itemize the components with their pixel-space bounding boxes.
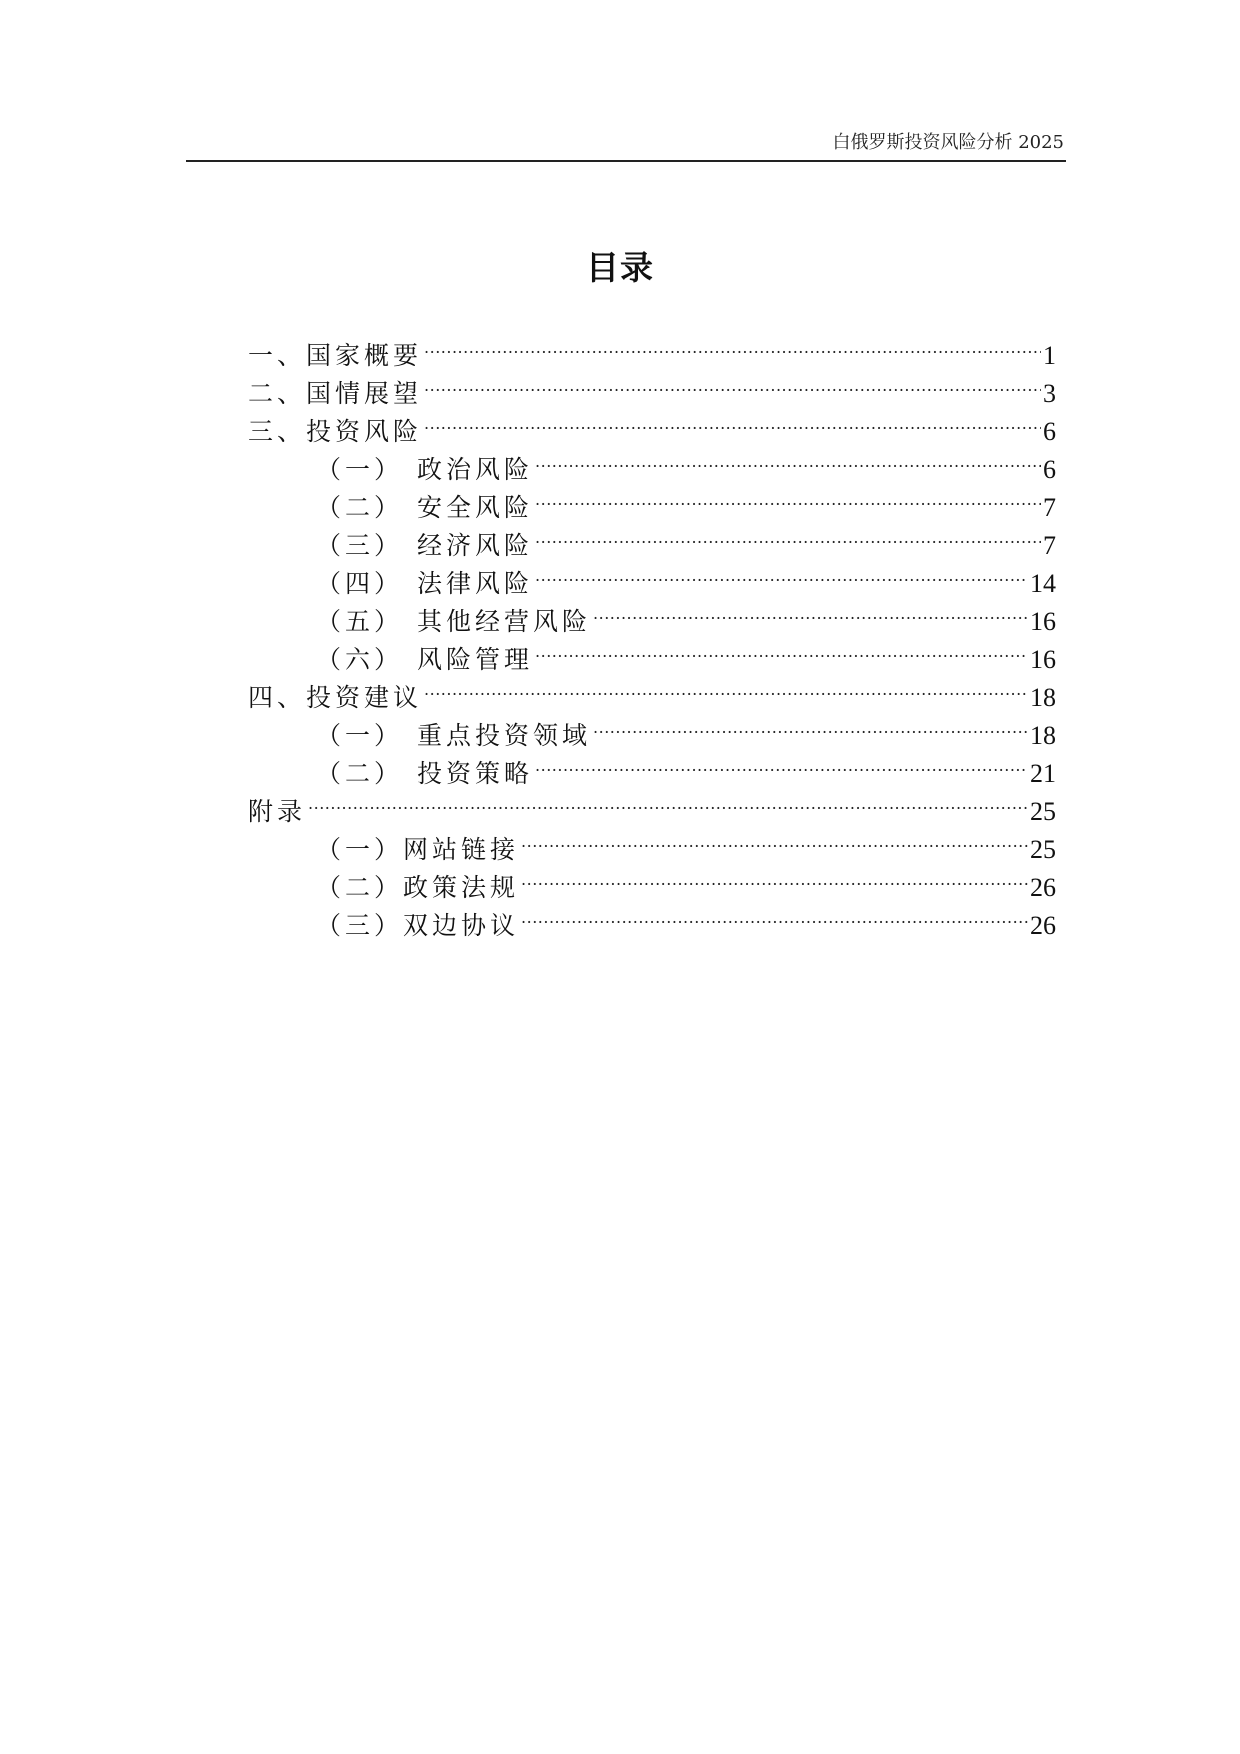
toc-entry-label: （五） 其他经营风险	[316, 607, 592, 636]
toc-leader-dots	[593, 592, 1028, 630]
toc-entry-label: （二）政策法规	[316, 873, 520, 902]
toc-entry[interactable]	[248, 820, 1056, 864]
toc-entry-label: （三）双边协议	[316, 911, 520, 940]
toc-page-number: 26	[1030, 911, 1056, 940]
toc-entry-label: （一）网站链接	[316, 835, 520, 864]
toc-page-number: 25	[1030, 835, 1056, 864]
toc-page-number: 14	[1030, 569, 1056, 598]
toc-entry-label: 二、国情展望	[248, 379, 423, 408]
toc-leader-dots	[424, 402, 1041, 440]
toc-page-number: 1	[1043, 341, 1056, 370]
page-header	[186, 132, 1066, 162]
toc-entry-label: （一） 重点投资领域	[316, 721, 592, 750]
table-of-contents	[248, 326, 1056, 940]
toc-leader-dots	[535, 516, 1041, 554]
toc-entry[interactable]	[248, 782, 1056, 826]
toc-leader-dots	[308, 782, 1028, 820]
toc-leader-dots	[424, 364, 1041, 402]
toc-entry-label: 三、投资风险	[248, 417, 423, 446]
toc-page-number: 6	[1043, 455, 1056, 484]
toc-title: 目录	[586, 248, 654, 287]
toc-page-number: 16	[1030, 645, 1056, 674]
toc-entry-label: 一、国家概要	[248, 341, 423, 370]
toc-entry[interactable]	[248, 326, 1056, 370]
toc-leader-dots	[535, 630, 1028, 668]
toc-page-number: 25	[1030, 797, 1056, 826]
toc-page-number: 3	[1043, 379, 1056, 408]
toc-entry-label: （一） 政治风险	[316, 455, 534, 484]
toc-leader-dots	[521, 820, 1028, 858]
toc-page-number: 16	[1030, 607, 1056, 636]
header-title: 白俄罗斯投资风险分析 2025	[832, 132, 1064, 153]
toc-entry-label: （六） 风险管理	[316, 645, 534, 674]
toc-page-number: 6	[1043, 417, 1056, 446]
toc-leader-dots	[521, 896, 1028, 934]
toc-page-number: 7	[1043, 531, 1056, 560]
toc-leader-dots	[424, 668, 1028, 706]
toc-leader-dots	[521, 858, 1028, 896]
toc-entry-label: 四、投资建议	[248, 683, 423, 712]
toc-page-number: 18	[1030, 683, 1056, 712]
toc-entry-label: 附录	[248, 797, 307, 826]
toc-leader-dots	[593, 706, 1028, 744]
toc-leader-dots	[535, 440, 1041, 478]
toc-entry-label: （三） 经济风险	[316, 531, 534, 560]
toc-entry-label: （二） 投资策略	[316, 759, 534, 788]
toc-page-number: 7	[1043, 493, 1056, 522]
toc-page-number: 18	[1030, 721, 1056, 750]
toc-leader-dots	[535, 478, 1041, 516]
toc-page-number: 21	[1030, 759, 1056, 788]
toc-leader-dots	[535, 744, 1028, 782]
toc-leader-dots	[424, 326, 1041, 364]
toc-leader-dots	[535, 554, 1028, 592]
toc-entry-label: （四） 法律风险	[316, 569, 534, 598]
toc-page-number: 26	[1030, 873, 1056, 902]
toc-entry-label: （二） 安全风险	[316, 493, 534, 522]
